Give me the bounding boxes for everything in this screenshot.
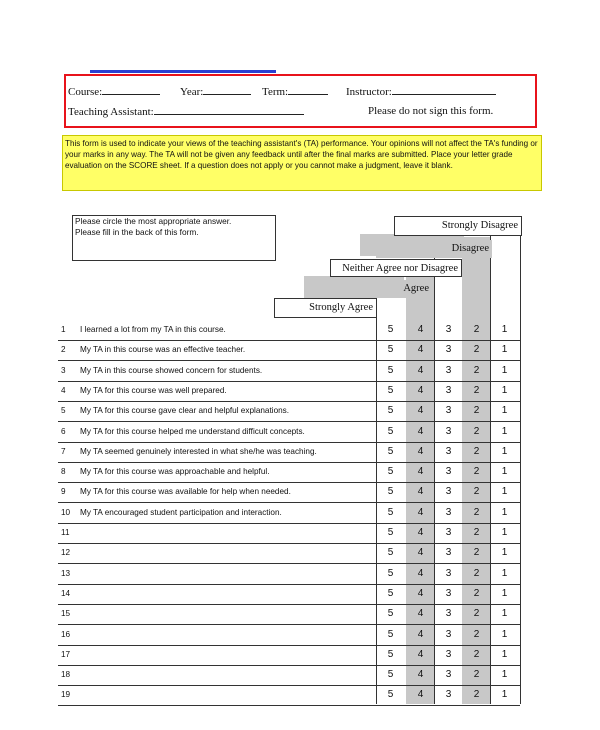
question-number: 13 [61,568,71,578]
score-1-option[interactable]: 1 [501,628,508,640]
notice-text: This form is used to indicate your views of the teaching assistant's (TA) performance. Your opinions will not affect the TA's funding or your marks in any way. The TA will not be given any feedback until after the final marks are submitted. Place your letter grade evaluation on the SCORE sheet. If a question does not apply or you cannot make a judgment, leave it blank. [62,135,542,191]
score-5-option[interactable]: 5 [387,628,394,640]
score-5-option[interactable]: 5 [387,608,394,620]
score-5-option[interactable]: 5 [387,364,394,376]
score-2-option[interactable]: 2 [473,364,480,376]
score-5-option[interactable]: 5 [387,425,394,437]
score-4-option[interactable]: 4 [417,324,424,335]
score-3-option[interactable]: 3 [445,425,452,437]
score-3-option[interactable]: 3 [445,587,452,599]
score-1-option[interactable]: 1 [501,445,508,457]
question-text: My TA in this course showed concern for students. [80,365,263,375]
course-label: Course: [68,86,103,98]
instruction-line-2: Please fill in the back of this form. [75,227,199,237]
score-4-option[interactable]: 4 [417,466,424,478]
course-field[interactable] [68,85,160,98]
score-3-option[interactable]: 3 [445,486,452,498]
score-1-option[interactable]: 1 [501,547,508,559]
year-field[interactable] [180,85,251,98]
score-3-option[interactable]: 3 [445,608,452,620]
score-2-option[interactable]: 2 [473,689,480,701]
score-1-option[interactable]: 1 [501,648,508,660]
score-2-option[interactable]: 2 [473,486,480,498]
table-row [58,462,520,483]
score-4-option[interactable]: 4 [417,547,424,559]
question-text: I learned a lot from my TA in this course. [80,325,226,334]
table-row [58,503,520,524]
question-number: 4 [61,385,66,395]
score-1-option[interactable]: 1 [501,608,508,620]
score-3-option[interactable]: 3 [445,445,452,457]
top-accent-bar [90,70,276,73]
score-5-option[interactable]: 5 [387,567,394,579]
score-2-option[interactable]: 2 [473,344,480,356]
year-label: Year: [180,86,204,98]
label-agree: Agree [318,280,432,298]
table-row [58,543,520,564]
question-text: My TA seemed genuinely interested in what she/he was teaching. [80,446,317,456]
question-number: 6 [61,426,66,436]
score-1-option[interactable]: 1 [501,486,508,498]
score-1-option[interactable]: 1 [501,506,508,518]
score-5-option[interactable]: 5 [387,384,394,396]
score-4-option[interactable]: 4 [417,628,424,640]
score-1-option[interactable]: 1 [501,466,508,478]
score-5-option[interactable]: 5 [387,689,394,701]
score-1-option[interactable]: 1 [501,567,508,579]
table-row [58,645,520,666]
question-text: My TA for this course was approachable and helpful. [80,467,270,477]
score-2-option[interactable]: 2 [473,648,480,660]
score-4-option[interactable]: 4 [417,567,424,579]
question-text: My TA for this course was well prepared. [80,385,227,395]
score-2-option[interactable]: 2 [473,608,480,620]
question-number: 17 [61,649,71,659]
score-1-option[interactable]: 1 [501,669,508,681]
score-1-option[interactable]: 1 [501,364,508,376]
no-sign-note: Please do not sign this form. [368,105,494,117]
score-5-option[interactable]: 5 [387,669,394,681]
question-number: 16 [61,629,71,639]
question-number: 8 [61,467,66,477]
score-4-option[interactable]: 4 [417,425,424,437]
score-4-option[interactable]: 4 [417,506,424,518]
label-neither: Neither Agree nor Disagree [330,259,462,277]
label-disagree: Disagree [376,240,492,258]
question-number: 18 [61,670,71,680]
score-4-option[interactable]: 4 [417,587,424,599]
instruction-line-1: Please circle the most appropriate answer. [75,216,232,226]
question-number: 2 [61,345,66,355]
guide-line [520,236,521,704]
question-number: 1 [61,325,66,334]
score-3-option[interactable]: 3 [445,669,452,681]
score-3-option[interactable]: 3 [445,527,452,538]
table-row [58,340,520,361]
score-5-option[interactable]: 5 [387,466,394,478]
score-1-option[interactable]: 1 [501,344,508,356]
score-5-option[interactable]: 5 [387,648,394,660]
score-3-option[interactable]: 3 [445,628,452,640]
question-number: 10 [61,507,71,517]
score-3-option[interactable]: 3 [445,405,452,417]
score-1-option[interactable]: 1 [501,587,508,599]
score-5-option[interactable]: 5 [387,344,394,356]
score-4-option[interactable]: 4 [417,669,424,681]
question-text: My TA encouraged student participation and interaction. [80,507,282,517]
score-5-option[interactable]: 5 [387,527,394,538]
score-4-option[interactable]: 4 [417,445,424,457]
score-2-option[interactable]: 2 [473,506,480,518]
question-number: 14 [61,588,71,598]
score-3-option[interactable]: 3 [445,364,452,376]
instructions-box [72,215,276,261]
table-row [58,422,520,443]
score-3-option[interactable]: 3 [445,466,452,478]
table-row [58,523,520,544]
term-field[interactable] [262,85,328,98]
question-number: 11 [61,528,70,537]
score-5-option[interactable]: 5 [387,405,394,417]
score-1-option[interactable]: 1 [501,689,508,701]
course-info-box [64,74,537,128]
table-row [58,320,520,341]
question-text: My TA for this course gave clear and helpful explanations. [80,406,290,416]
score-3-option[interactable]: 3 [445,344,452,356]
score-2-option[interactable]: 2 [473,587,480,599]
question-number: 9 [61,487,66,497]
score-4-option[interactable]: 4 [417,486,424,498]
score-4-option[interactable]: 4 [417,608,424,620]
ta-label: Teaching Assistant: [68,106,154,118]
score-1-option[interactable]: 1 [501,405,508,417]
score-4-option[interactable]: 4 [417,527,424,538]
label-strongly-disagree: Strongly Disagree [394,216,522,236]
score-2-option[interactable]: 2 [473,384,480,396]
score-1-option[interactable]: 1 [501,527,508,538]
score-1-option[interactable]: 1 [501,384,508,396]
score-3-option[interactable]: 3 [445,648,452,660]
score-4-option[interactable]: 4 [417,405,424,417]
score-2-option[interactable]: 2 [473,547,480,559]
table-row [58,625,520,646]
score-3-option[interactable]: 3 [445,689,452,701]
score-5-option[interactable]: 5 [387,506,394,518]
table-row [58,442,520,463]
table-row [58,604,520,625]
label-strongly-agree: Strongly Agree [274,298,377,318]
instructor-field[interactable] [346,85,496,98]
score-4-option[interactable]: 4 [417,364,424,376]
score-2-option[interactable]: 2 [473,425,480,437]
score-2-option[interactable]: 2 [473,405,480,417]
score-2-option[interactable]: 2 [473,567,480,579]
question-text: My TA for this course helped me understand difficult concepts. [80,426,305,436]
score-5-option[interactable]: 5 [387,547,394,559]
question-number: 12 [61,548,71,558]
score-1-option[interactable]: 1 [501,425,508,437]
score-2-option[interactable]: 2 [473,466,480,478]
score-2-option[interactable]: 2 [473,324,480,335]
question-number: 19 [61,690,71,700]
table-row [58,401,520,422]
score-4-option[interactable]: 4 [417,689,424,701]
score-1-option[interactable]: 1 [501,324,508,335]
question-number: 5 [61,406,66,416]
term-label: Term: [262,86,289,98]
score-2-option[interactable]: 2 [473,669,480,681]
table-row [58,665,520,686]
score-2-option[interactable]: 2 [473,445,480,457]
table-row [58,685,520,706]
score-5-option[interactable]: 5 [387,324,394,335]
question-number: 3 [61,365,66,375]
score-4-option[interactable]: 4 [417,384,424,396]
question-number: 15 [61,609,71,619]
score-3-option[interactable]: 3 [445,506,452,518]
score-4-option[interactable]: 4 [417,648,424,660]
score-5-option[interactable]: 5 [387,486,394,498]
score-3-option[interactable]: 3 [445,547,452,559]
table-row [58,381,520,402]
table-row [58,482,520,503]
ta-field[interactable] [68,105,304,118]
score-4-option[interactable]: 4 [417,344,424,356]
score-2-option[interactable]: 2 [473,628,480,640]
score-5-option[interactable]: 5 [387,587,394,599]
score-3-option[interactable]: 3 [445,324,452,335]
table-row [58,361,520,382]
score-5-option[interactable]: 5 [387,445,394,457]
question-number: 7 [61,446,66,456]
score-3-option[interactable]: 3 [445,384,452,396]
table-row [58,564,520,585]
score-2-option[interactable]: 2 [473,527,480,538]
score-3-option[interactable]: 3 [445,567,452,579]
question-text: My TA for this course was available for help when needed. [80,487,291,497]
instructor-label: Instructor: [346,86,392,98]
question-text: My TA in this course was an effective teacher. [80,345,246,355]
table-row [58,584,520,605]
